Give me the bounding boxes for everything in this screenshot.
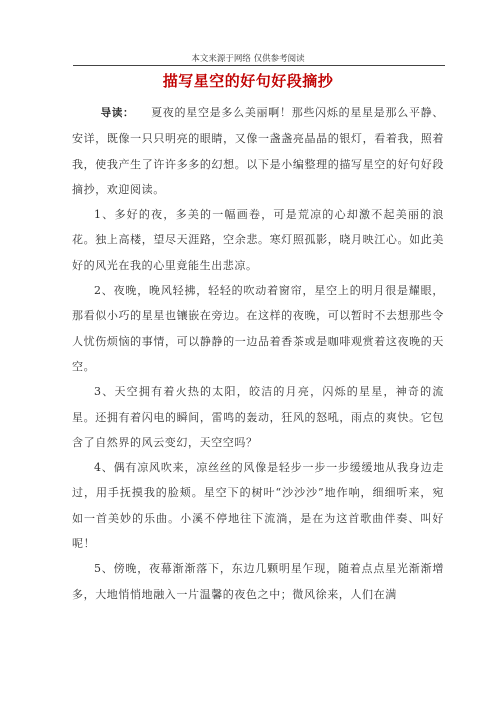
paragraph-3: 3、天空拥有着火热的太阳，皎洁的月亮，闪烁的星星，神奇的流星。还拥有着闪电的瞬间，雷鸣的轰动，狂风的怒吼，雨点的爽快。它包含了自然界的风云变幻，天空空吗？ — [72, 385, 444, 449]
document-title: 描写星空的好句好段摘抄 — [162, 72, 334, 90]
paragraph-1: 1、多好的夜，多美的一幅画卷，可是荒凉的心却激不起美丽的浪花。独上高楼，望尽天涯路，空余悲。寒灯照孤影，晓月映江心。如此美好的风光在我的心里竟能生出悲凉。 — [72, 208, 444, 272]
header-note: 本文来源于网络 仅供参考阅读 — [191, 54, 305, 64]
intro-text: 夏夜的星空是多么美丽啊！那些闪烁的星星是那么平静、安详，既像一只只明亮的眼睛，又像一盏盏亮晶晶的银灯，看着我，照着我，使我产生了许许多多的幻想。以下是小编整理的描写星空的好句好段摘抄，欢迎阅读。 — [72, 106, 444, 196]
document-body — [72, 100, 444, 607]
intro-paragraph — [72, 100, 444, 202]
paragraph-2: 2、夜晚，晚风轻拂，轻轻的吹动着窗帘，星空上的明月很是耀眼，那看似小巧的星星也镶嵌在旁边。在这样的夜晚，可以暂时不去想那些令人忧伤烦恼的事情，可以静静的一边品着香茶或是咖啡观赏着这夜晚的天空。 — [72, 284, 444, 373]
paragraph-4: 4、偶有凉风吹来，凉丝丝的风像是轻步一步一步缓缓地从我身边走过，用手抚摸我的脸颊。星空下的树叶“沙沙沙”地作响，细细听来，宛如一首美妙的乐曲。小溪不停地往下流淌，是在为这首歌曲伴奏、叫好呢！ — [72, 461, 444, 551]
header-divider — [73, 65, 445, 66]
paragraph-5: 5、傍晚，夜幕渐渐落下，东边几颗明星乍现，随着点点星光渐渐增多，大地悄悄地融入一片温馨的夜色之中；微风徐来，人们在满 — [72, 562, 444, 601]
intro-label: 导读： — [100, 107, 135, 119]
